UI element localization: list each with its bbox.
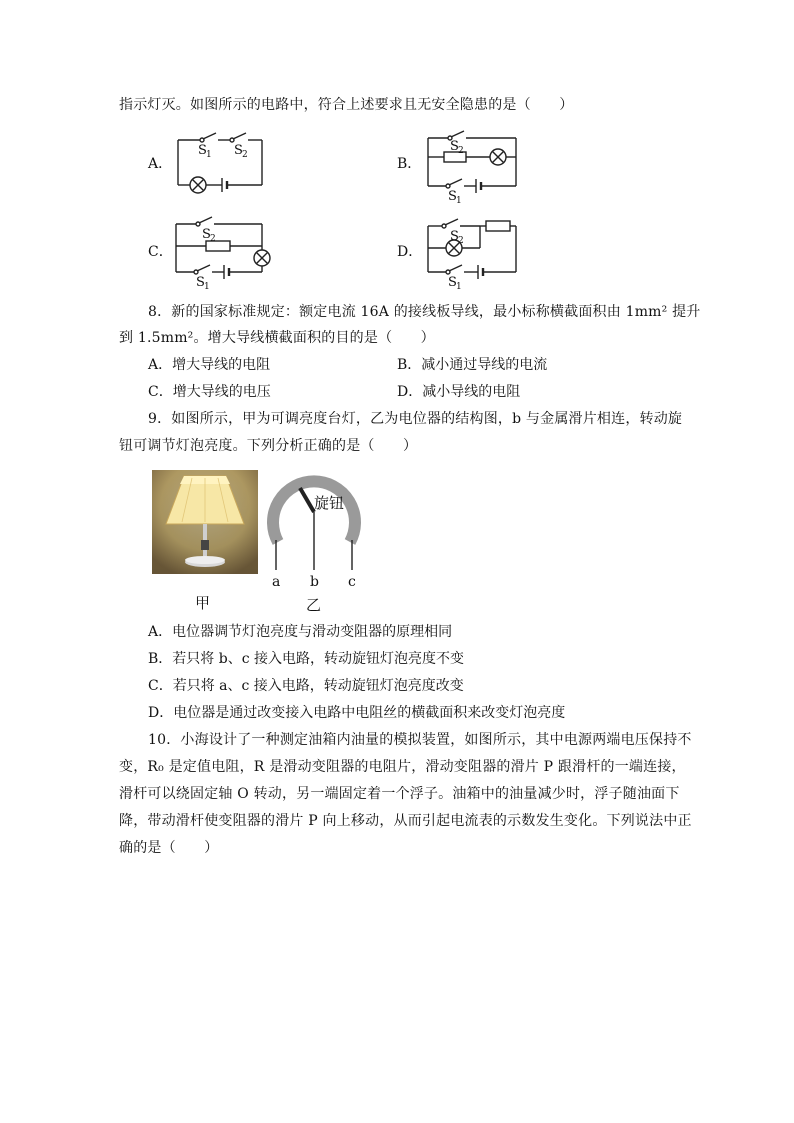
- q10-line-4: 降，带动滑杆使变阻器的滑片 P 向上移动，从而引起电流表的示数发生变化。下列说法中正: [119, 813, 692, 829]
- q7-option-a-letter[interactable]: A．: [148, 156, 173, 172]
- label-s2: S: [450, 229, 459, 244]
- label-s2-sub: 2: [458, 236, 464, 246]
- q8-line-2: 到 1.5mm²。增大导线横截面积的目的是（ ）: [119, 330, 435, 346]
- q8-option-c[interactable]: C．增大导线的电压: [148, 384, 271, 400]
- caption-jia: 甲: [195, 594, 211, 612]
- label-s2: S: [450, 139, 459, 154]
- caption-yi: 乙: [306, 596, 322, 614]
- terminal-c-label: c: [348, 574, 356, 590]
- label-s2-sub: 2: [210, 234, 216, 244]
- q9-option-d[interactable]: D．电位器是通过改变接入电路中电阻丝的横截面积来改变灯泡亮度: [148, 705, 566, 721]
- q7-option-b-letter[interactable]: B．: [397, 156, 422, 172]
- q10-line-2: 变，R₀ 是定值电阻，R 是滑动变阻器的电阻片，滑动变阻器的滑片 P 跟滑杆的一端连接，: [119, 759, 686, 775]
- q8-option-a[interactable]: A．增大导线的电阻: [148, 357, 271, 373]
- q7-option-d-letter[interactable]: D．: [397, 244, 423, 260]
- circuit-diagram-c: [168, 214, 278, 290]
- terminal-a-label: a: [272, 574, 281, 590]
- q9-option-b[interactable]: B．若只将 b、c 接入电路，转动旋钮灯泡亮度不变: [148, 651, 464, 667]
- table-lamp-photo: [152, 470, 258, 574]
- knob-label: 旋钮: [314, 494, 345, 512]
- q10-line-3: 滑杆可以绕固定轴 O 转动，另一端固定着一个浮子。油箱中的油量减少时，浮子随油面下: [119, 786, 680, 802]
- q7-intro-text: 指示灯灭。如图所示的电路中，符合上述要求且无安全隐患的是（ ）: [119, 97, 574, 113]
- label-s2: S: [234, 143, 243, 158]
- terminal-b-label: b: [310, 574, 319, 590]
- circuit-diagram-b: [420, 126, 524, 204]
- q10-line-5: 确的是（ ）: [119, 840, 219, 856]
- q9-line-1: 9．如图所示，甲为可调亮度台灯，乙为电位器的结构图，b 与金属滑片相连，转动旋: [148, 411, 683, 427]
- label-s1: S: [196, 275, 205, 290]
- label-s1-sub: 1: [206, 150, 212, 160]
- q8-line-1: 8．新的国家标准规定：额定电流 16A 的接线板导线，最小标称横截面积由 1mm² 提升: [148, 304, 701, 320]
- q9-option-c[interactable]: C．若只将 a、c 接入电路，转动旋钮灯泡亮度改变: [148, 678, 464, 694]
- circuit-diagram-d: [420, 214, 524, 290]
- label-s1-sub: 1: [204, 282, 210, 292]
- q8-option-d[interactable]: D．减小导线的电阻: [397, 384, 521, 400]
- q9-line-2: 钮可调节灯泡亮度。下列分析正确的是（ ）: [119, 438, 418, 454]
- label-s2: S: [202, 227, 211, 242]
- label-s1: S: [448, 275, 457, 290]
- q7-option-c-letter[interactable]: C．: [148, 244, 173, 260]
- potentiometer-diagram: [262, 470, 372, 590]
- label-s1: S: [198, 143, 207, 158]
- label-s1-sub: 1: [456, 282, 462, 292]
- q10-line-1: 10．小海设计了一种测定油箱内油量的模拟装置，如图所示，其中电源两端电压保持不: [148, 732, 692, 748]
- label-s2-sub: 2: [458, 146, 464, 156]
- q8-option-b[interactable]: B．减小通过导线的电流: [397, 357, 548, 373]
- q9-option-a[interactable]: A．电位器调节灯泡亮度与滑动变阻器的原理相同: [148, 624, 453, 640]
- label-s2-sub: 2: [242, 150, 248, 160]
- circuit-diagram-a: [170, 128, 270, 200]
- label-s1-sub: 1: [456, 196, 462, 206]
- label-s1: S: [448, 189, 457, 204]
